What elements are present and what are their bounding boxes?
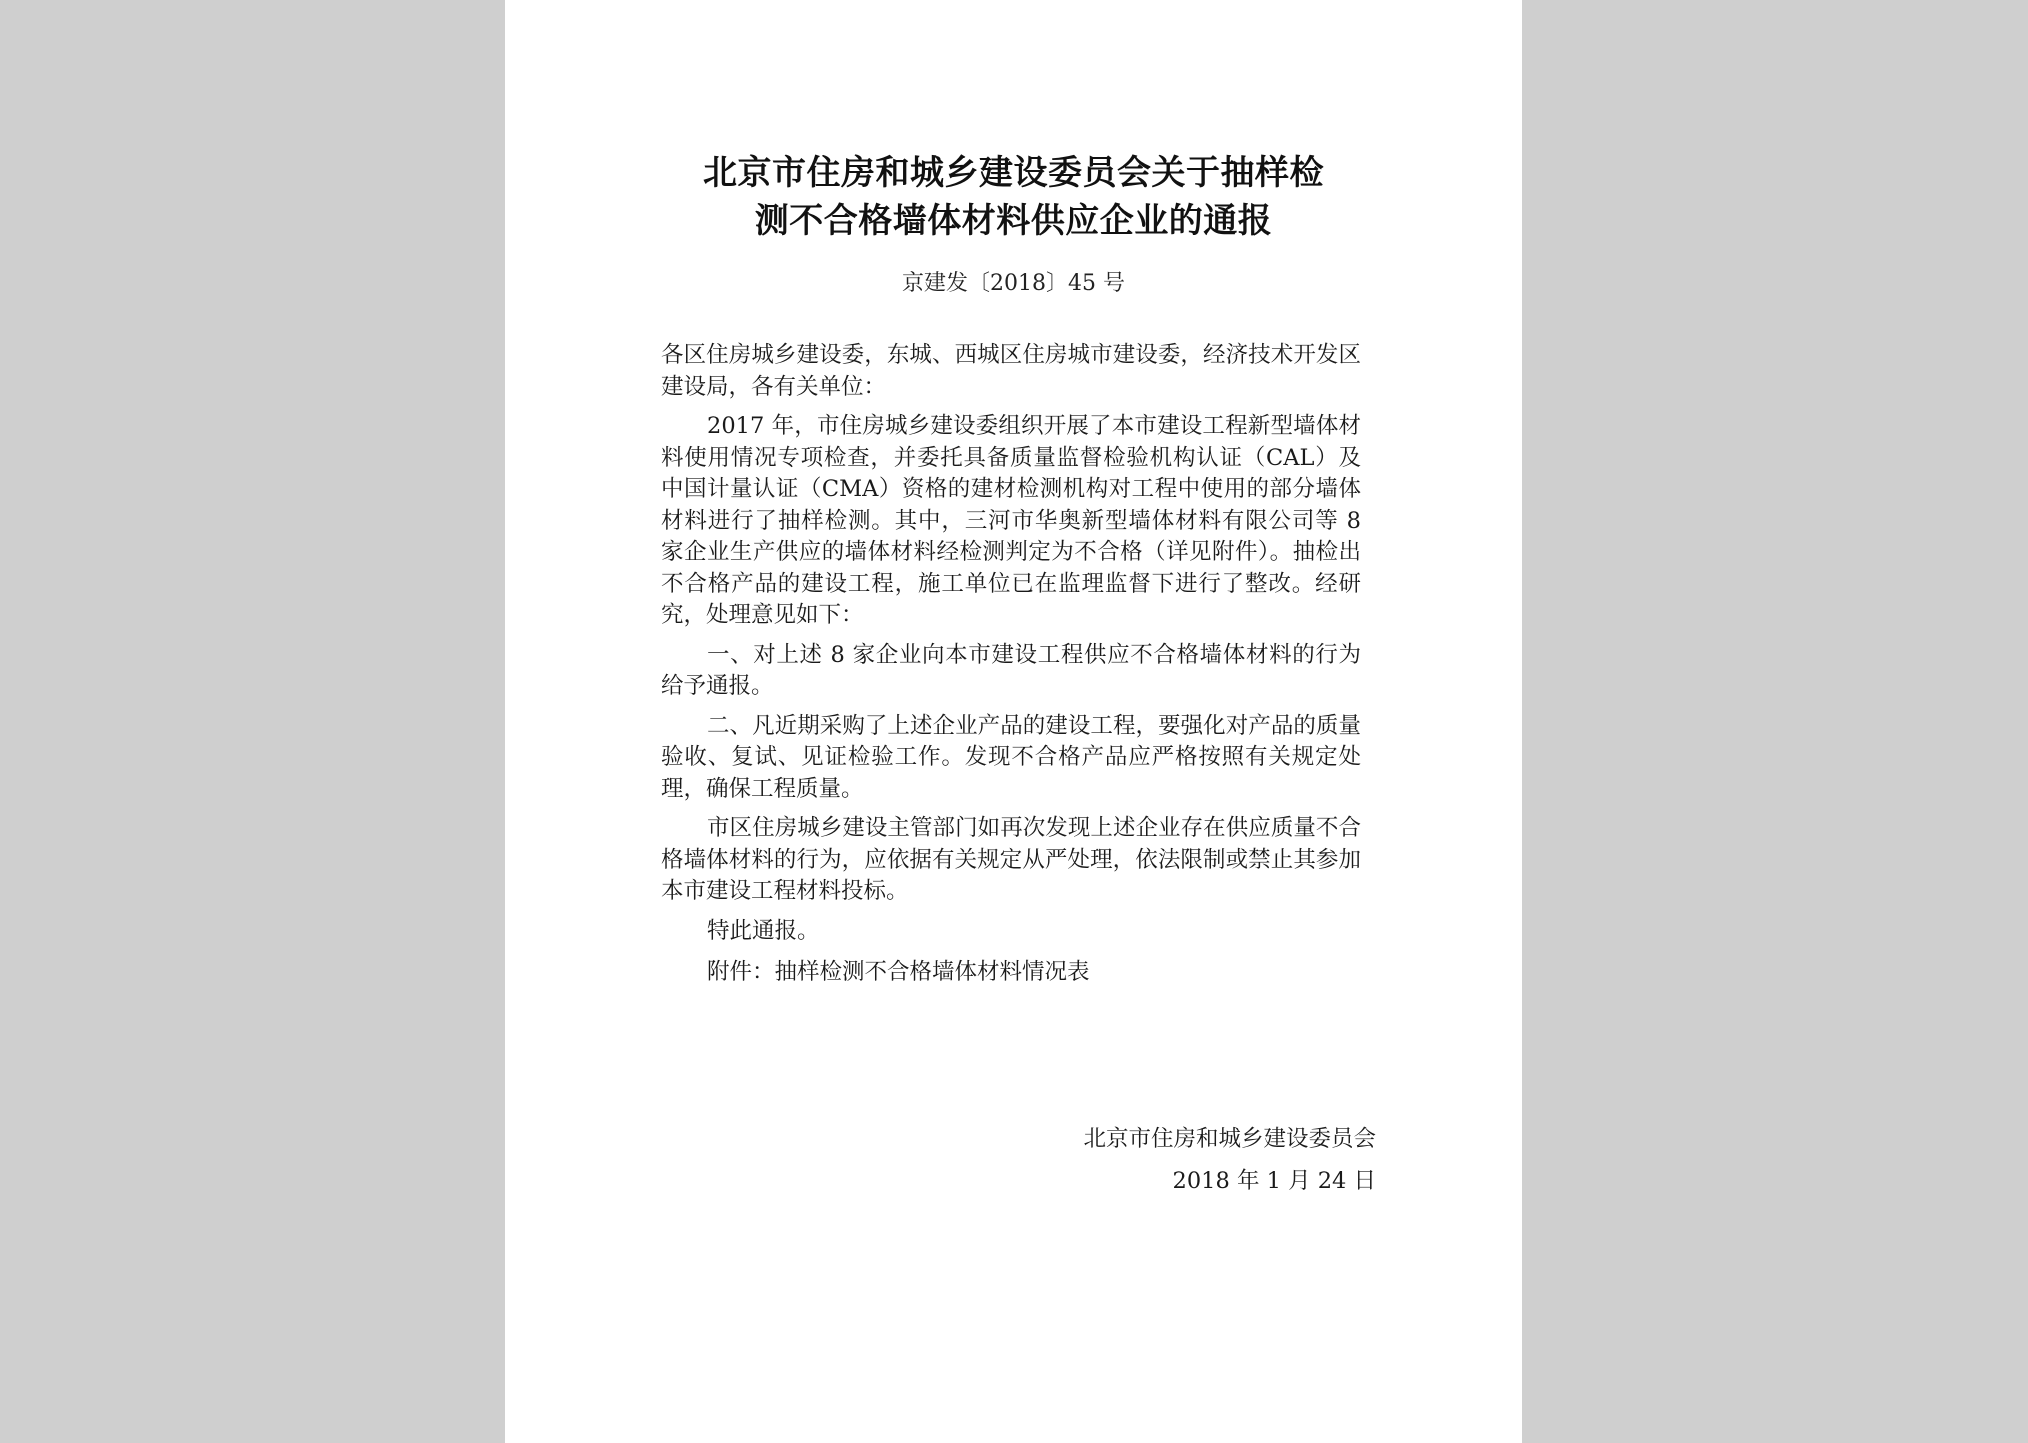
document-title-line-1: 北京市住房和城乡建设委员会关于抽样检 [703, 153, 1324, 193]
body-paragraph: 二、凡近期采购了上述企业产品的建设工程，要强化对产品的质量验收、复试、见证检验工作。发现不合格产品应严格按照有关规定处理，确保工程质量。 [661, 712, 1361, 802]
issue-date: 2018 年 1 月 24 日 [1172, 1168, 1376, 1194]
document-page [505, 0, 1522, 1443]
body-paragraph: 一、对上述 8 家企业向本市建设工程供应不合格墙体材料的行为给予通报。 [661, 641, 1361, 699]
signature-block [1083, 1118, 1376, 1202]
document-title-line-2: 测不合格墙体材料供应企业的通报 [754, 201, 1273, 241]
body-paragraph: 市区住房城乡建设主管部门如再次发现上述企业存在供应质量不合格墙体材料的行为，应依据有关规定从严处理，依法限制或禁止其参加本市建设工程材料投标。 [661, 815, 1361, 904]
recipients-paragraph: 各区住房城乡建设委，东城、西城区住房城市建设委，经济技术开发区建设局，各有关单位： [661, 342, 1361, 400]
attachment-line: 附件：抽样检测不合格墙体材料情况表 [707, 959, 1090, 985]
body-paragraph: 2017 年，市住房城乡建设委组织开展了本市建设工程新型墙体材料使用情况专项检查，并委托具备质量监督检验机构认证（CAL）及中国计量认证（CMA）资格的建材检测机构对工程中使用的部分墙体材料进行了抽样检测。其中，三河市华奥新型墙体材料有限公司等 8 家企业生产供应的墙体材料经检测判定为不合格（详见附件）。抽检出不合格产品的建设工程，施工单位已在监理监督下进行了整改。经研究，处理意见如下： [661, 413, 1361, 628]
document-body [661, 340, 1361, 999]
document-number: 京建发〔2018〕45 号 [902, 271, 1125, 296]
closing-line: 特此通报。 [707, 917, 820, 944]
issuer-name: 北京市住房和城乡建设委员会 [1083, 1126, 1376, 1152]
